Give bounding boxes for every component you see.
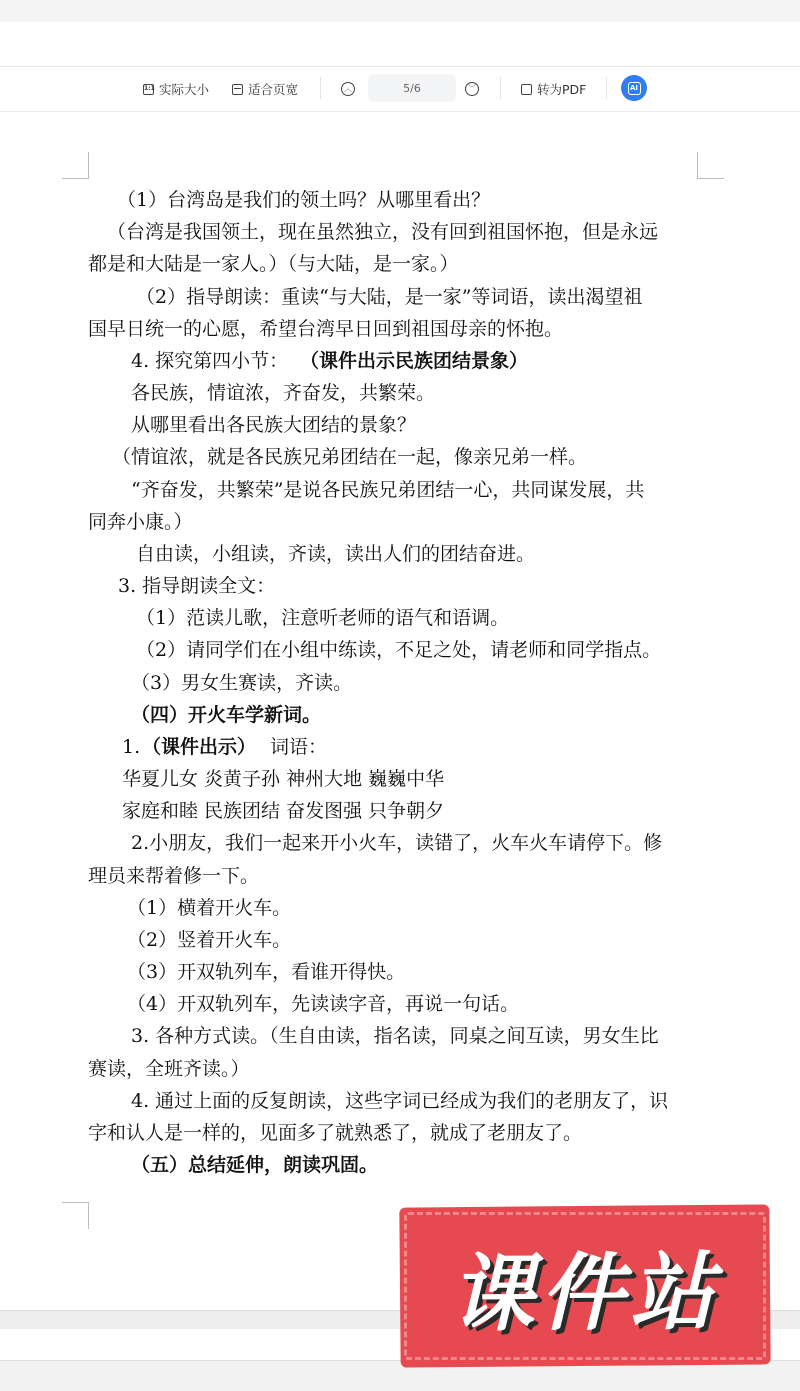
doc-line: 家庭和睦 民族团结 奋发图强 只争朝夕 (122, 800, 445, 822)
doc-line: 从哪里看出各民族大团结的景象？ (131, 414, 417, 436)
next-page-button[interactable] (465, 67, 479, 111)
doc-line-bold: （课件出示民族团结景象） (300, 350, 529, 372)
prev-page-button[interactable] (341, 67, 355, 111)
doc-line: （2）请同学们在小组中练读，不足之处，请老师和同学指点。 (136, 639, 662, 661)
doc-line: 1. (122, 736, 141, 758)
page-corner-mark (697, 152, 724, 179)
doc-line: （2）竖着开火车。 (127, 929, 292, 951)
pdf-icon (521, 84, 532, 95)
doc-heading: （四）开火车学新词。 (131, 704, 322, 726)
actual-size-button[interactable] (143, 67, 209, 111)
doc-heading: （五）总结延伸，朗读巩固。 (131, 1154, 379, 1176)
doc-line: （3）男女生赛读，齐读。 (131, 672, 353, 694)
watermark-border (404, 1212, 766, 1360)
doc-line-bold: （课件出示） (142, 736, 257, 758)
doc-line: 华夏儿女 炎黄子孙 神州大地 巍巍中华 (122, 768, 445, 790)
fit-width-label: 适合页宽 (248, 82, 299, 97)
actual-size-label: 实际大小 (159, 82, 210, 97)
doc-line: 同奔小康。） (88, 511, 193, 533)
toolbar-divider (606, 77, 607, 99)
doc-line: 理员来帮着修一下。 (88, 865, 260, 887)
doc-line: 各民族，情谊浓，齐奋发，共繁荣。 (131, 382, 436, 404)
ai-icon: AI (628, 82, 641, 95)
fit-width-icon (232, 84, 243, 95)
toolbar-divider (500, 77, 501, 99)
doc-line: （1）范读儿歌，注意听老师的语气和语调。 (136, 607, 510, 629)
doc-line: （情谊浓，就是各民族兄弟团结在一起，像亲兄弟一样。 (112, 446, 588, 468)
watermark-text: 课件站 (449, 1242, 721, 1343)
doc-line: （2）指导朗读：重读“与大陆，是一家”等词语，读出渴望祖 (136, 286, 643, 308)
doc-line: 4. 通过上面的反复朗读，这些字词已经成为我们的老朋友了，识 (131, 1090, 669, 1112)
convert-pdf-button[interactable] (521, 67, 586, 111)
actual-size-icon: 1:1 (143, 84, 154, 95)
ai-assistant-button[interactable] (621, 75, 647, 101)
doc-line: 3. 指导朗读全文： (118, 575, 276, 597)
doc-line: “齐奋发，共繁荣”是说各民族兄弟团结一心，共同谋发展，共 (131, 479, 645, 501)
doc-line: 2.小朋友，我们一起来开小火车，读错了，火车火车请停下。修 (131, 832, 663, 854)
doc-line: 都是和大陆是一家人。）（与大陆，是一家。） (88, 253, 459, 275)
fit-width-button[interactable] (232, 67, 298, 111)
chevron-up-icon: ︿ (341, 82, 355, 96)
chevron-down-icon: ﹀ (465, 82, 479, 96)
doc-line: （1）台湾岛是我们的领土吗？从哪里看出？ (117, 189, 491, 211)
doc-line: （3）开双轨列车，看谁开得快。 (127, 961, 406, 983)
doc-line: 字和认人是一样的，见面多了就熟悉了，就成了老朋友了。 (88, 1122, 583, 1144)
doc-line: （1）横着开火车。 (127, 897, 292, 919)
doc-line: 4. 探究第四小节： (131, 350, 289, 372)
page-indicator[interactable]: 5/6 (368, 74, 456, 102)
toolbar-divider (320, 77, 321, 99)
doc-line: 国早日统一的心愿，希望台湾早日回到祖国母亲的怀抱。 (88, 318, 564, 340)
doc-line: 自由读，小组读，齐读，读出人们的团结奋进。 (136, 543, 536, 565)
page-corner-mark (62, 152, 89, 179)
doc-line: 3. 各种方式读。（生自由读，指名读，同桌之间互读，男女生比 (131, 1025, 659, 1047)
convert-pdf-label: 转为PDF (537, 82, 587, 97)
page-corner-mark (62, 1202, 89, 1229)
doc-line: 赛读，全班齐读。） (88, 1058, 250, 1080)
window-top-strip (0, 0, 800, 22)
doc-line: （4）开双轨列车，先读读字音，再说一句话。 (127, 993, 520, 1015)
doc-line: （台湾是我国领土，现在虽然独立，没有回到祖国怀抱，但是永远 (107, 221, 659, 243)
doc-line: 词语： (270, 736, 328, 758)
